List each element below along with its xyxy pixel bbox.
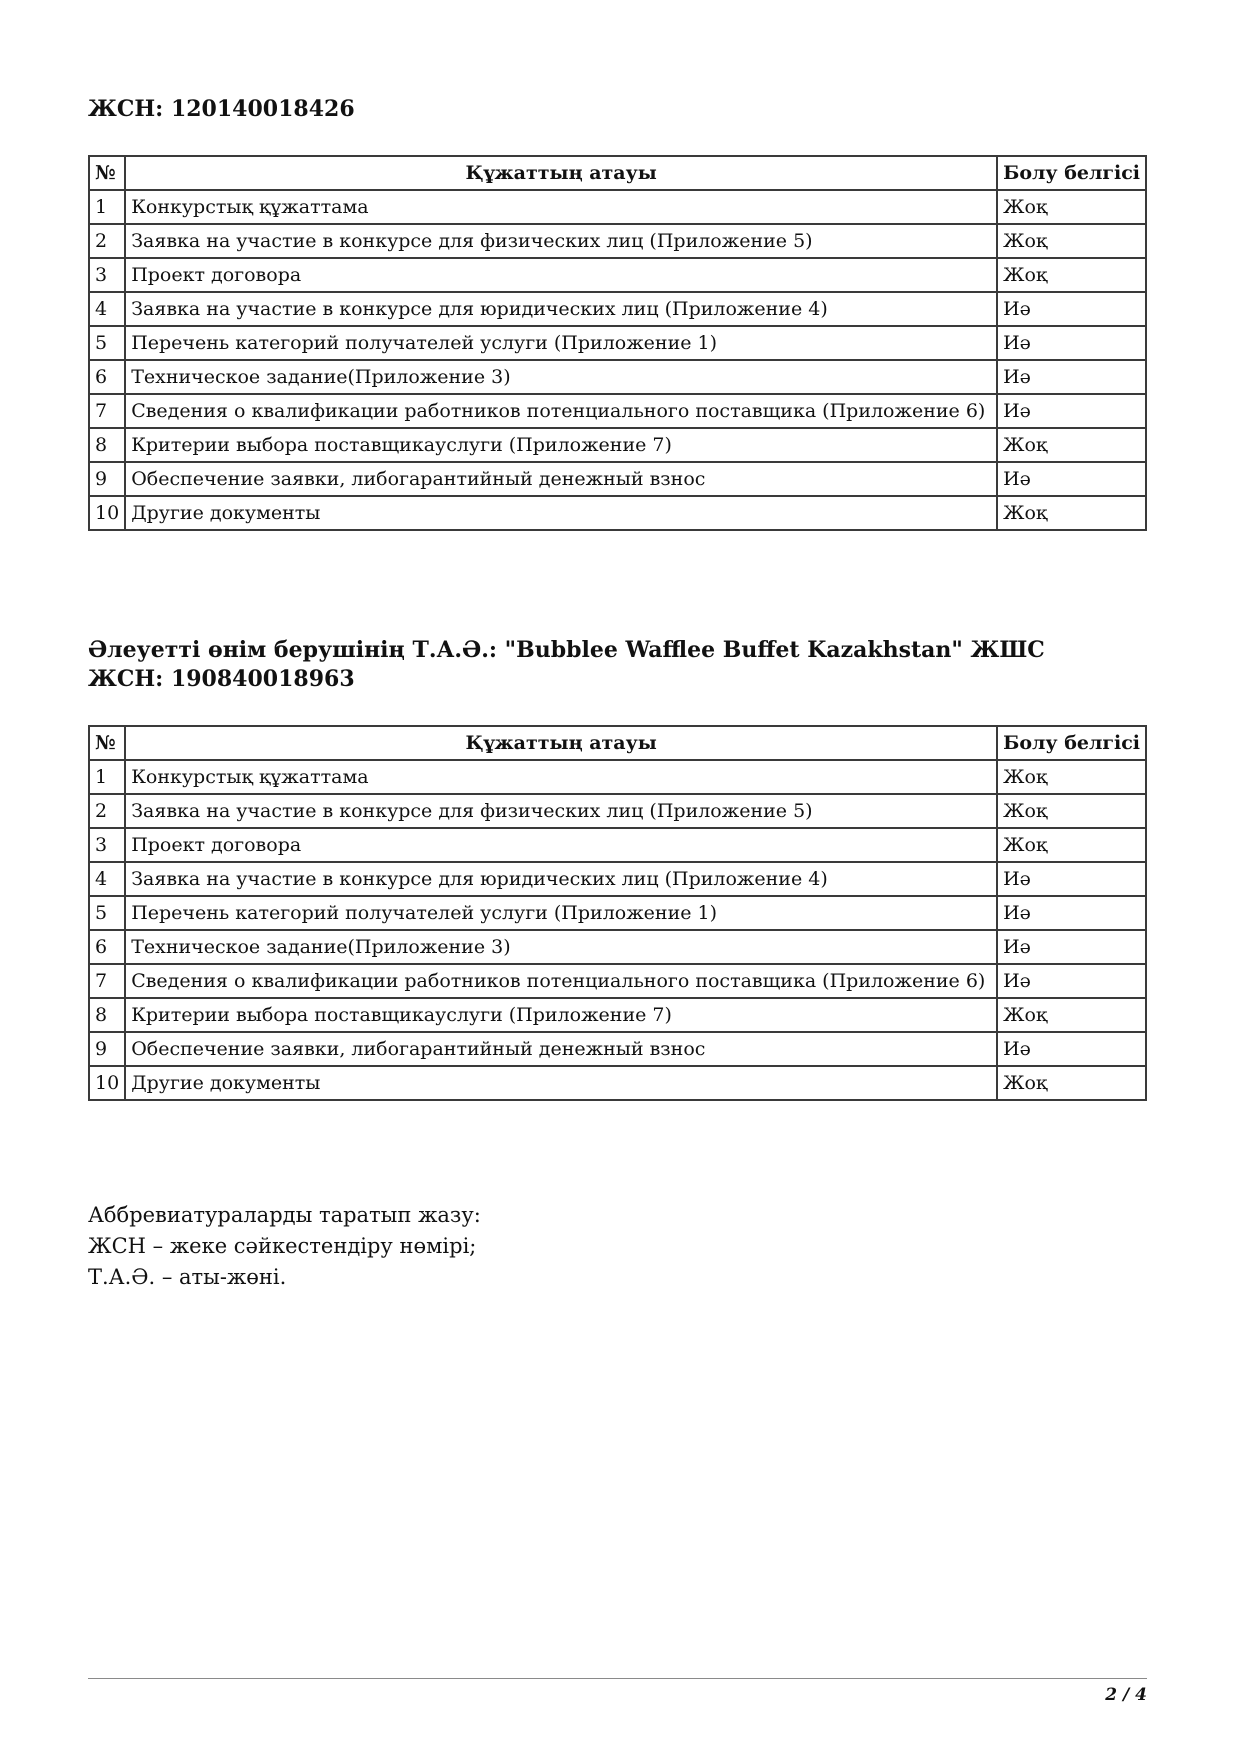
abbreviation-item: ЖСН – жеке сәйкестендіру нөмірі; [88, 1234, 477, 1258]
presence-status: Жоқ [997, 190, 1146, 224]
presence-status: Жоқ [997, 1066, 1146, 1100]
table-row [89, 292, 1146, 326]
presence-status: Жоқ [997, 760, 1146, 794]
abbreviations-title: Аббревиатураларды таратып жазу: [88, 1203, 481, 1227]
document-name: Заявка на участие в конкурсе для юридических лиц (Приложение 4) [125, 862, 997, 896]
table-row [89, 258, 1146, 292]
table-row [89, 190, 1146, 224]
document-name: Обеспечение заявки, либогарантийный денежный взнос [125, 462, 997, 496]
section1-heading [88, 95, 355, 124]
documents-table-1 [88, 155, 1147, 531]
document-name: Перечень категорий получателей услуги (Приложение 1) [125, 326, 997, 360]
presence-status: Иә [997, 394, 1146, 428]
document-name: Заявка на участие в конкурсе для физических лиц (Приложение 5) [125, 794, 997, 828]
presence-status: Жоқ [997, 428, 1146, 462]
document-name: Критерии выбора поставщикауслуги (Приложение 7) [125, 998, 997, 1032]
header-number: № [89, 726, 125, 760]
presence-status: Иә [997, 360, 1146, 394]
table-row [89, 1032, 1146, 1066]
footer-divider [88, 1678, 1147, 1679]
document-name: Конкурстық құжаттама [125, 760, 997, 794]
presence-status: Жоқ [997, 496, 1146, 530]
row-number: 7 [89, 394, 125, 428]
abbreviations-block [88, 1200, 481, 1293]
document-name: Другие документы [125, 1066, 997, 1100]
presence-status: Иә [997, 862, 1146, 896]
table-header-row [89, 156, 1146, 190]
presence-status: Иә [997, 1032, 1146, 1066]
table-row [89, 998, 1146, 1032]
row-number: 10 [89, 1066, 125, 1100]
table-body [89, 760, 1146, 1100]
presence-status: Иә [997, 896, 1146, 930]
document-name: Проект договора [125, 828, 997, 862]
row-number: 6 [89, 360, 125, 394]
row-number: 4 [89, 862, 125, 896]
header-number: № [89, 156, 125, 190]
row-number: 3 [89, 828, 125, 862]
presence-status: Жоқ [997, 794, 1146, 828]
presence-status: Иә [997, 930, 1146, 964]
presence-status: Жоқ [997, 224, 1146, 258]
row-number: 8 [89, 428, 125, 462]
document-name: Техническое задание(Приложение 3) [125, 930, 997, 964]
document-name: Критерии выбора поставщикауслуги (Приложение 7) [125, 428, 997, 462]
document-name: Другие документы [125, 496, 997, 530]
presence-status: Иә [997, 292, 1146, 326]
table-row [89, 496, 1146, 530]
header-presence-mark: Болу белгісі [997, 726, 1146, 760]
document-name: Перечень категорий получателей услуги (Приложение 1) [125, 896, 997, 930]
table-row [89, 930, 1146, 964]
table-row [89, 828, 1146, 862]
row-number: 1 [89, 190, 125, 224]
row-number: 10 [89, 496, 125, 530]
row-number: 3 [89, 258, 125, 292]
table-row [89, 862, 1146, 896]
presence-status: Иә [997, 326, 1146, 360]
presence-status: Иә [997, 964, 1146, 998]
table-row [89, 428, 1146, 462]
table-row [89, 462, 1146, 496]
row-number: 9 [89, 462, 125, 496]
table-row [89, 394, 1146, 428]
document-name: Конкурстық құжаттама [125, 190, 997, 224]
table-row [89, 1066, 1146, 1100]
document-name: Техническое задание(Приложение 3) [125, 360, 997, 394]
row-number: 5 [89, 326, 125, 360]
page-number: 2 / 4 [1105, 1685, 1147, 1705]
presence-status: Жоқ [997, 258, 1146, 292]
header-presence-mark: Болу белгісі [997, 156, 1146, 190]
row-number: 7 [89, 964, 125, 998]
row-number: 8 [89, 998, 125, 1032]
document-name: Сведения о квалификации работников потенциального поставщика (Приложение 6) [125, 394, 997, 428]
row-number: 2 [89, 224, 125, 258]
presence-status: Иә [997, 462, 1146, 496]
documents-table-2 [88, 725, 1147, 1101]
section1-id-line: ЖСН: 120140018426 [88, 96, 355, 122]
row-number: 2 [89, 794, 125, 828]
table-row [89, 794, 1146, 828]
document-name: Сведения о квалификации работников потенциального поставщика (Приложение 6) [125, 964, 997, 998]
table-row [89, 760, 1146, 794]
table-header-row [89, 726, 1146, 760]
document-name: Обеспечение заявки, либогарантийный денежный взнос [125, 1032, 997, 1066]
table-row [89, 326, 1146, 360]
header-document-name: Құжаттың атауы [125, 156, 997, 190]
table-row [89, 360, 1146, 394]
section2-heading [88, 636, 1045, 694]
presence-status: Жоқ [997, 998, 1146, 1032]
table-row [89, 896, 1146, 930]
table-body [89, 190, 1146, 530]
abbreviation-item: Т.А.Ә. – аты-жөні. [88, 1265, 287, 1289]
document-name: Проект договора [125, 258, 997, 292]
document-name: Заявка на участие в конкурсе для юридических лиц (Приложение 4) [125, 292, 997, 326]
row-number: 1 [89, 760, 125, 794]
document-name: Заявка на участие в конкурсе для физических лиц (Приложение 5) [125, 224, 997, 258]
row-number: 9 [89, 1032, 125, 1066]
supplier-name-line: Әлеуетті өнім берушінің Т.А.Ә.: "Bubblee Wafflee Buffet Kazakhstan" ЖШС [88, 637, 1045, 663]
row-number: 5 [89, 896, 125, 930]
table-row [89, 964, 1146, 998]
table-row [89, 224, 1146, 258]
header-document-name: Құжаттың атауы [125, 726, 997, 760]
row-number: 6 [89, 930, 125, 964]
row-number: 4 [89, 292, 125, 326]
presence-status: Жоқ [997, 828, 1146, 862]
section2-id-line: ЖСН: 190840018963 [88, 666, 355, 692]
